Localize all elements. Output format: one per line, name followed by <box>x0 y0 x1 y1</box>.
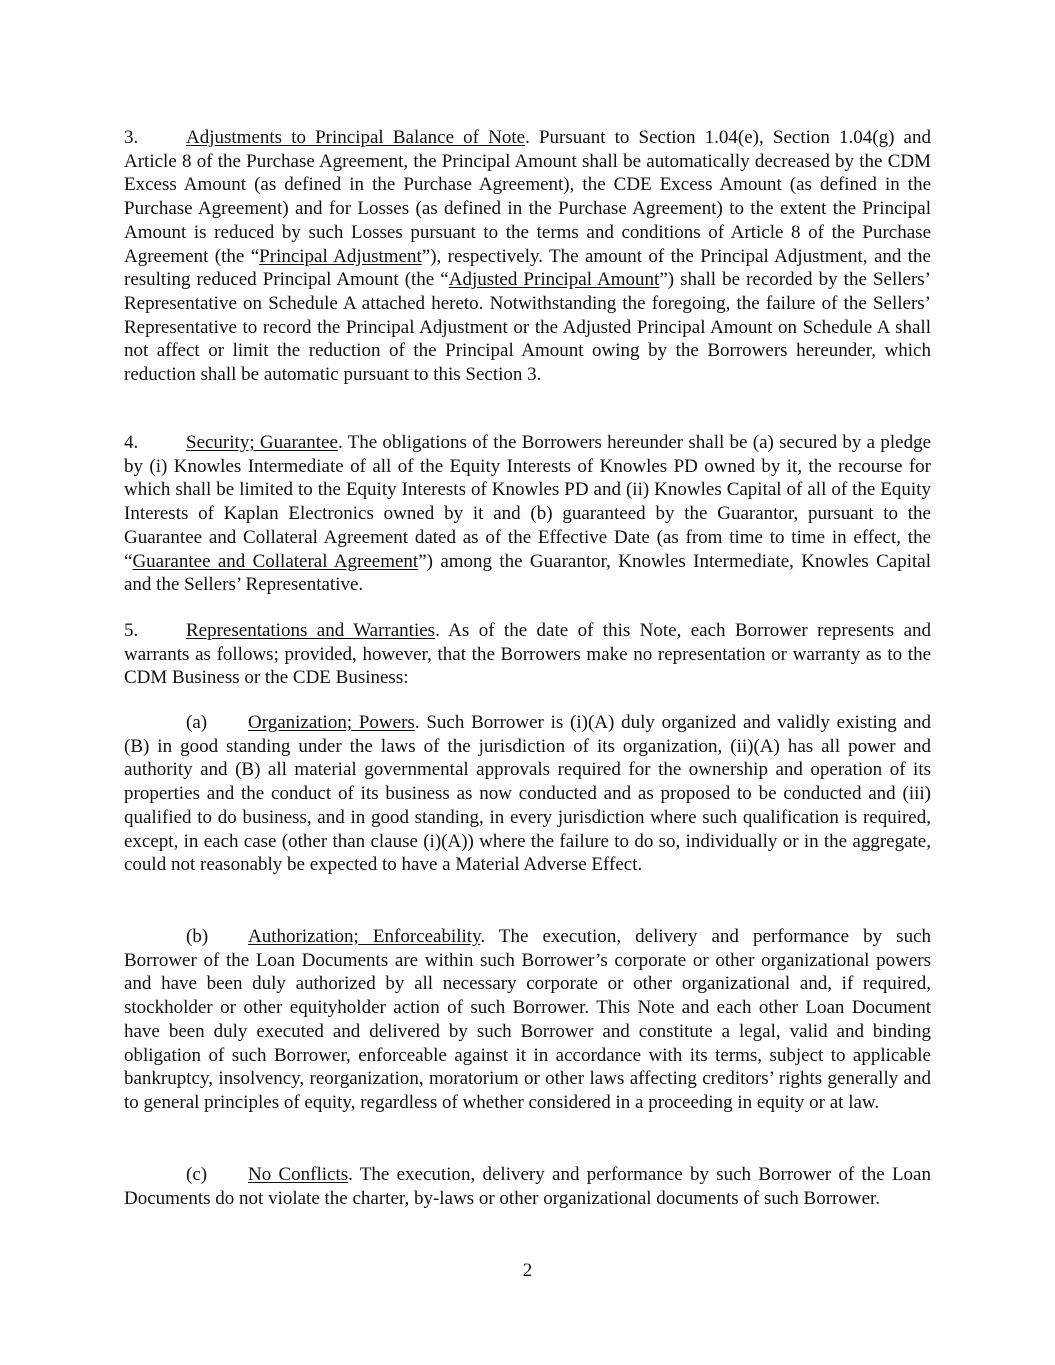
section-text: . Pursuant to Section 1.04(e), Section 1.04(g) and Article 8 of the Purchase Agreement, the Principal Amount shall be automatically decreased by the CDM Excess Amount (as defined in the Purchase Agreement), the CDE Excess Amount (as defined in the Purchase Agreement) and for Losses (as defined in the Purchase Agreement) to the extent the Principal Amount is reduced by such Losses pursuant to the terms and conditions of Article 8 of the Purchase Agreement (the “ <box>124 127 931 267</box>
section-heading: Security; Guarantee <box>186 432 338 453</box>
section-number: 3. <box>124 127 139 148</box>
section-heading: Adjustments to Principal Balance of Note <box>186 127 526 148</box>
section-number: 5. <box>124 620 139 641</box>
defined-term: Adjusted Principal Amount <box>448 269 660 291</box>
section-text: . As of the date of this Note, each Borrower represents and warrants as follows; provided, however, that the Borrowers make no representation or warranty as to the CDM Business or the CDE Business: <box>124 620 932 689</box>
defined-term: Principal Adjustment <box>259 245 422 267</box>
section-text: ”) among the Guarantor, Knowles Intermediate, Knowles Capital and the Sellers’ Representative. <box>124 550 931 596</box>
subsection-heading: No Conflicts <box>248 1164 349 1185</box>
subsection-number: (a) <box>186 712 208 733</box>
section-text: . The obligations of the Borrowers hereunder shall be (a) secured by a pledge by (i) Knowles Intermediate of all of the Equity Interests of Knowles PD owned by it, the recourse for which shall be limited to the Equity Interests of Knowles PD and (ii) Knowles Capital of all of the Equity Interests of Kaplan Electronics owned by it and (b) guaranteed by the Guarantor, pursuant to the Guarantee and Collateral Agreement dated as of the Effective Date (as from time to time in effect, the “ <box>124 432 932 572</box>
subsection-number: (b) <box>186 926 209 947</box>
section-number: 4. <box>124 432 139 453</box>
section-text: ”) shall be recorded by the Sellers’ Representative on Schedule A attached hereto. Notwithstanding the foregoing, the failure of the Sellers’ Representative to record the Principal Adjustment or the Adjusted Principal Amount on Schedule A shall not affect or limit the reduction of the Principal Amount owing by the Borrowers hereunder, which reduction shall be automatic pursuant to this Section 3. <box>124 269 932 386</box>
section-4-paragraph <box>124 431 931 597</box>
defined-term: Guarantee and Collateral Agreement <box>132 550 419 572</box>
page-number: 2 <box>522 1260 533 1281</box>
subsection-heading: Authorization; Enforceability <box>248 926 481 947</box>
subsection-number: (c) <box>186 1164 208 1185</box>
section-5-paragraph <box>124 619 931 690</box>
section-5b-paragraph <box>124 925 931 1115</box>
section-5c-paragraph <box>124 1163 931 1210</box>
subsection-heading: Organization; Powers <box>248 712 415 733</box>
section-heading: Representations and Warranties <box>186 620 436 641</box>
section-text: ”), respectively. The amount of the Principal Adjustment, and the resulting reduced Principal Amount (the “ <box>124 245 931 291</box>
subsection-text: . The execution, delivery and performance by such Borrower of the Loan Documents do not violate the charter, by-laws or other organizational documents of such Borrower. <box>124 1164 931 1209</box>
section-3-paragraph <box>124 126 931 387</box>
subsection-text: . The execution, delivery and performance by such Borrower of the Loan Documents are within such Borrower’s corporate or other organizational powers and have been duly authorized by all necessary corporate or other organizational and, if required, stockholder or other equityholder action of such Borrower. This Note and each other Loan Document have been duly executed and delivered by such Borrower and constitute a legal, valid and binding obligation of such Borrower, enforceable against it in accordance with its terms, subject to applicable bankruptcy, insolvency, reorganization, moratorium or other laws affecting creditors’ rights generally and to general principles of equity, regardless of whether considered in a proceeding in equity or at law. <box>124 926 932 1113</box>
section-5a-paragraph <box>124 711 931 877</box>
subsection-text: . Such Borrower is (i)(A) duly organized and validly existing and (B) in good standing under the laws of the jurisdiction of its organization, (ii)(A) has all power and authority and (B) all material governmental approvals required for the ownership and operation of its properties and the conduct of its business as now conducted and as proposed to be conducted and (iii) qualified to do business, and in good standing, in every jurisdiction where such qualification is required, except, in each case (other than clause (i)(A)) where the failure to do so, individually or in the aggregate, could not reasonably be expected to have a Material Adverse Effect. <box>124 712 931 876</box>
